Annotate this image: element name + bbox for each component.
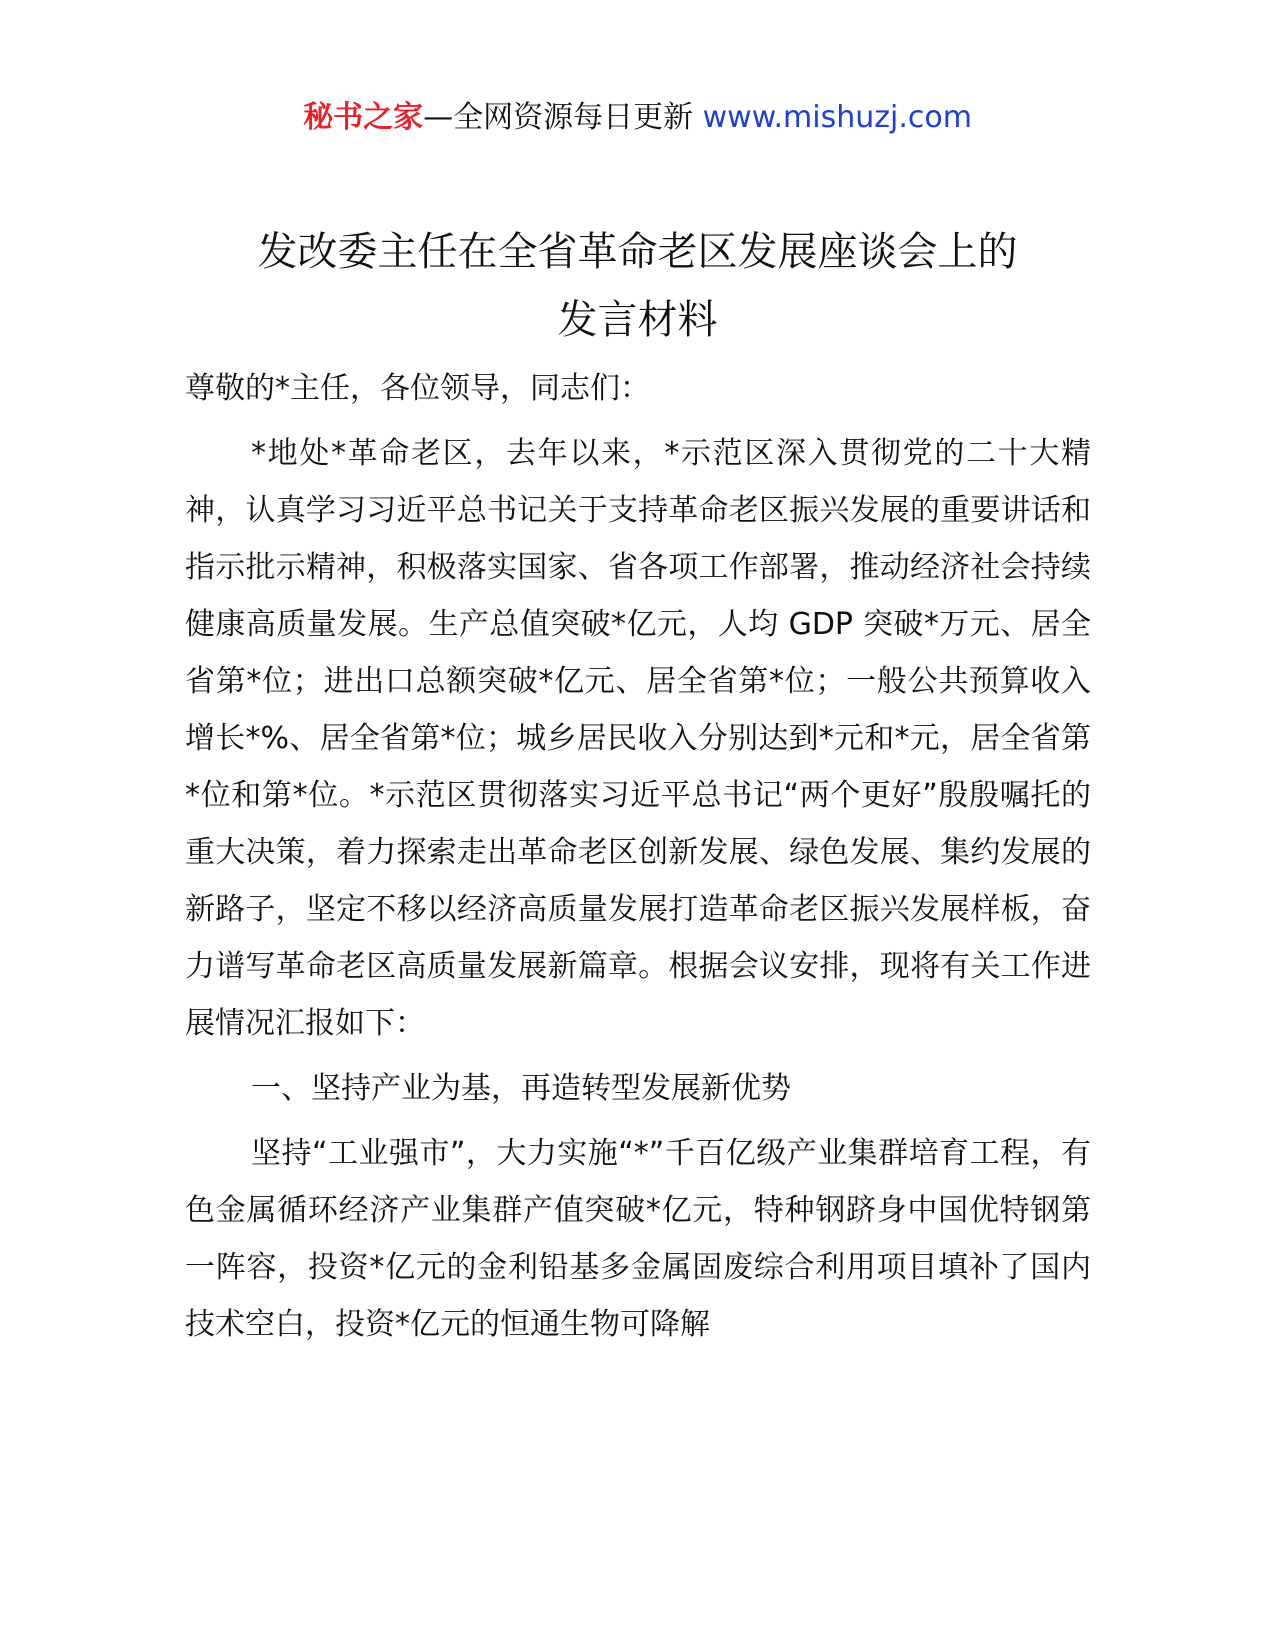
paragraph-industry: 坚持“工业强市”，大力实施“*”千百亿级产业集群培育工程，有色金属循环经济产业集群产值突破*亿元，特种钢跻身中国优特钢第一阵容，投资*亿元的金利铅基多金属固废综合利用项目填补了国内技术空白，投资*亿元的恒通生物可降解	[185, 1136, 1091, 1342]
salutation: 尊敬的*主任，各位领导，同志们：	[185, 371, 650, 406]
document-title-line-1: 发改委主任在全省革命老区发展座谈会上的	[257, 229, 1018, 275]
site-tagline: —全网资源每日更新	[423, 100, 703, 135]
document-body	[185, 360, 1091, 1353]
section-heading-1: 一、坚持产业为基，再造转型发展新优势	[251, 1071, 791, 1106]
site-url-link[interactable]: www.mishuzj.com	[702, 100, 972, 135]
document-title	[0, 218, 1275, 354]
paragraph-intro: *地处*革命老区，去年以来，*示范区深入贯彻党的二十大精神，认真学习习近平总书记关于支持革命老区振兴发展的重要讲话和指示批示精神，积极落实国家、省各项工作部署，推动经济社会持续健康高质量发展。生产总值突破*亿元，人均 GDP 突破*万元、居全省第*位；进出口总额突破*亿元、居全省第*位；一般公共预算收入增长*%、居全省第*位；城乡居民收入分别达到*元和*元，居全省第*位和第*位。*示范区贯彻落实习近平总书记“两个更好”殷殷嘱托的重大决策，着力探索走出革命老区创新发展、绿色发展、集约发展的新路子，坚定不移以经济高质量发展打造革命老区振兴发展样板，奋力谱写革命老区高质量发展新篇章。根据会议安排，现将有关工作进展情况汇报如下：	[185, 436, 1091, 1041]
site-header	[0, 98, 1275, 138]
site-brand: 秘书之家	[303, 100, 424, 135]
document-title-line-2: 发言材料	[557, 297, 718, 343]
